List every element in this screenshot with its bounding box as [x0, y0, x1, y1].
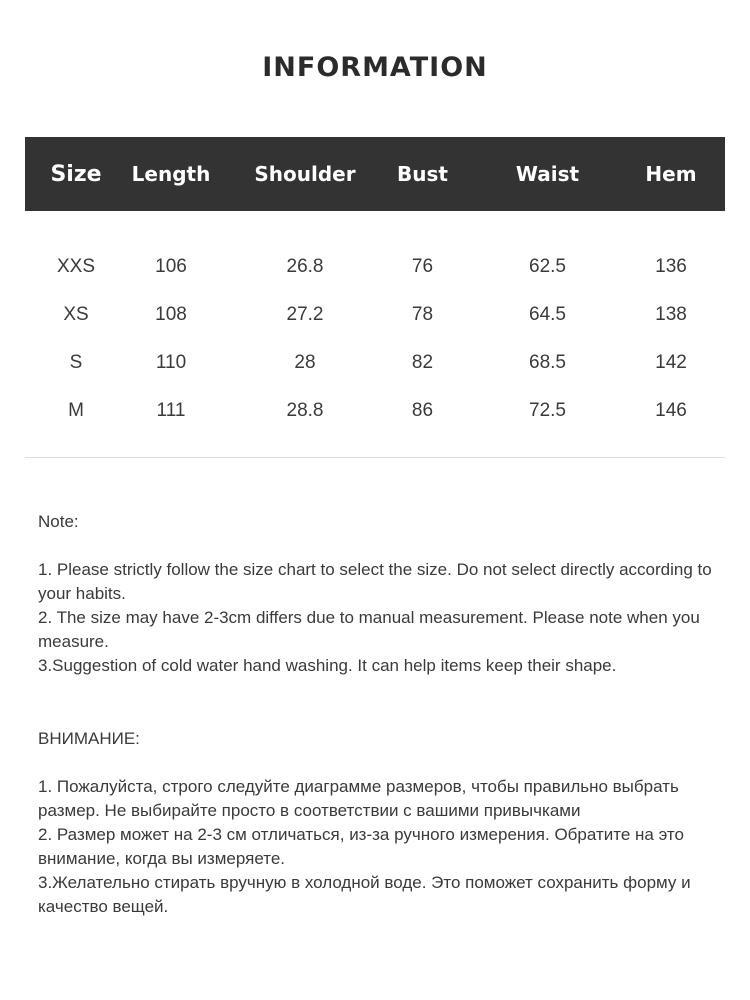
cell-hem: 138 [655, 304, 687, 325]
cell-bust: 82 [411, 352, 434, 373]
header-size: Size [50, 161, 102, 187]
table-body [25, 211, 725, 435]
cell-hem: 146 [655, 400, 687, 421]
cell-waist: 72.5 [529, 400, 566, 421]
cell-hem: 142 [655, 352, 687, 373]
cell-length: 106 [155, 256, 187, 277]
cell-shoulder: 27.2 [286, 304, 324, 325]
cell-size: XXS [56, 256, 96, 277]
note-label: Note: [38, 512, 79, 531]
cell-waist: 62.5 [529, 256, 566, 277]
cell-length: 111 [156, 400, 186, 421]
cell-shoulder: 28.8 [286, 400, 324, 421]
note-english [38, 510, 718, 678]
section-divider [25, 457, 725, 458]
size-chart-table [25, 137, 725, 435]
note-label: ВНИМАНИЕ: [38, 729, 140, 748]
cell-bust: 78 [411, 304, 434, 325]
note-item: 2. Размер может на 2-3 см отличаться, из-за ручного измерения. Обратите на это внимание, когда вы измеряете. [38, 825, 684, 868]
note-russian [38, 727, 718, 919]
header-bust: Bust [397, 162, 448, 186]
note-item: 1. Пожалуйста, строго следуйте диаграмме размеров, чтобы правильно выбрать размер. Не выбирайте просто в соответствии с вашими привычками [38, 777, 679, 820]
table-row [25, 291, 725, 339]
table-row [25, 243, 725, 291]
cell-waist: 68.5 [529, 352, 566, 373]
header-waist: Waist [515, 162, 580, 186]
table-row [25, 387, 725, 435]
cell-size: S [69, 352, 83, 373]
cell-hem: 136 [655, 256, 687, 277]
cell-waist: 64.5 [529, 304, 566, 325]
note-item: 3.Suggestion of cold water hand washing. It can help items keep their shape. [38, 656, 617, 675]
table-row [25, 339, 725, 387]
header-shoulder: Shoulder [254, 162, 356, 186]
cell-size: M [68, 400, 84, 421]
cell-bust: 76 [411, 256, 434, 277]
header-hem: Hem [645, 162, 697, 186]
cell-size: XS [63, 304, 89, 325]
cell-bust: 86 [411, 400, 434, 421]
header-length: Length [131, 162, 211, 186]
cell-shoulder: 26.8 [286, 256, 324, 277]
page-title: INFORMATION [262, 52, 488, 83]
note-item: 1. Please strictly follow the size chart to select the size. Do not select directly according to your habits. [38, 560, 712, 603]
cell-length: 110 [155, 352, 187, 373]
table-header-row [25, 137, 725, 211]
note-item: 3.Желательно стирать вручную в холодной воде. Это поможет сохранить форму и качество вещей. [38, 873, 691, 916]
cell-shoulder: 28 [294, 352, 316, 373]
cell-length: 108 [155, 304, 187, 325]
note-item: 2. The size may have 2-3cm differs due to manual measurement. Please note when you measure. [38, 608, 700, 651]
